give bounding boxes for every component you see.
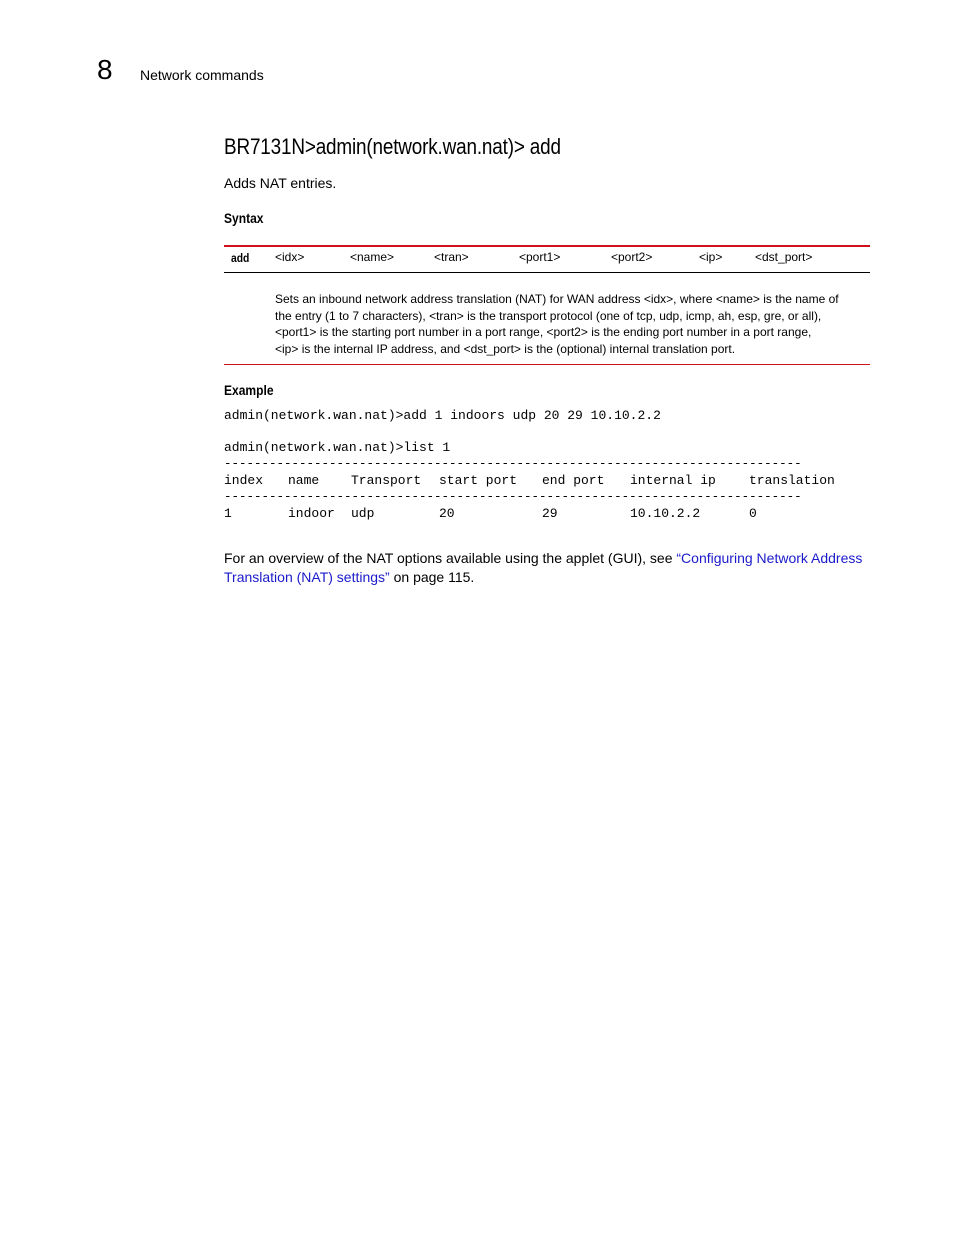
chapter-number: 8: [97, 54, 113, 85]
syntax-param-port2: <port2>: [611, 250, 653, 264]
syntax-param-port1: <port1>: [519, 250, 561, 264]
overview-page-ref: on page 115.: [389, 569, 475, 585]
syntax-heading: Syntax: [224, 210, 264, 226]
example-cell-internal-ip: 10.10.2.2: [630, 506, 701, 521]
example-col-internal-ip: internal ip: [630, 473, 716, 488]
syntax-description-line: the entry (1 to 7 characters), <tran> is the transport protocol (one of tcp, udp, icmp, ah, esp, gre, or all),: [275, 308, 822, 323]
overview-paragraph: [224, 549, 864, 587]
example-col-index: index: [224, 473, 264, 488]
syntax-param-tran: <tran>: [434, 250, 469, 264]
syntax-description: [275, 291, 867, 357]
syntax-table-top-rule: [224, 245, 870, 247]
example-separator: -----------------------------------------------------------------------------: [224, 490, 802, 504]
example-command-add: admin(network.wan.nat)>add 1 indoors udp 20 29 10.10.2.2: [224, 408, 661, 423]
example-cell-start-port: 20: [439, 506, 455, 521]
syntax-description-line: <ip> is the internal IP address, and <dst_port> is the (optional) internal translation port.: [275, 341, 736, 356]
example-command-list: admin(network.wan.nat)>list 1: [224, 440, 451, 455]
example-separator: -----------------------------------------------------------------------------: [224, 457, 802, 471]
syntax-param-ip: <ip>: [699, 250, 723, 264]
syntax-param-idx: <idx>: [275, 250, 305, 264]
syntax-description-line: <port1> is the starting port number in a port range, <port2> is the ending port number in a port range,: [275, 325, 812, 339]
example-cell-end-port: 29: [542, 506, 558, 521]
example-cell-name: indoor: [288, 506, 335, 521]
command-description: Adds NAT entries.: [224, 175, 337, 191]
syntax-description-line: Sets an inbound network address translation (NAT) for WAN address <idx>, where <name> is the name of: [275, 292, 839, 306]
syntax-param-name: <name>: [350, 250, 395, 264]
syntax-table-bottom-rule: [224, 364, 870, 365]
example-col-end-port: end port: [542, 473, 605, 488]
example-col-transport: Transport: [351, 473, 422, 488]
command-title: BR7131N>admin(network.wan.nat)> add: [224, 134, 561, 159]
example-cell-index: 1: [224, 506, 232, 521]
example-cell-transport: udp: [351, 506, 375, 521]
syntax-table-header-rule: [224, 272, 870, 273]
overview-text: For an overview of the NAT options available using the applet (GUI), see: [224, 550, 677, 566]
example-col-start-port: start port: [439, 473, 518, 488]
syntax-param-dst-port: <dst_port>: [755, 250, 813, 264]
example-heading: Example: [224, 382, 274, 398]
syntax-command: add: [231, 251, 250, 265]
example-col-translation: translation: [749, 473, 835, 488]
example-cell-translation: 0: [749, 506, 757, 521]
nat-settings-link[interactable]: “Configuring Network Address Translation (NAT) settings”: [224, 550, 863, 585]
example-col-name: name: [288, 473, 320, 488]
chapter-title: Network commands: [140, 67, 264, 83]
